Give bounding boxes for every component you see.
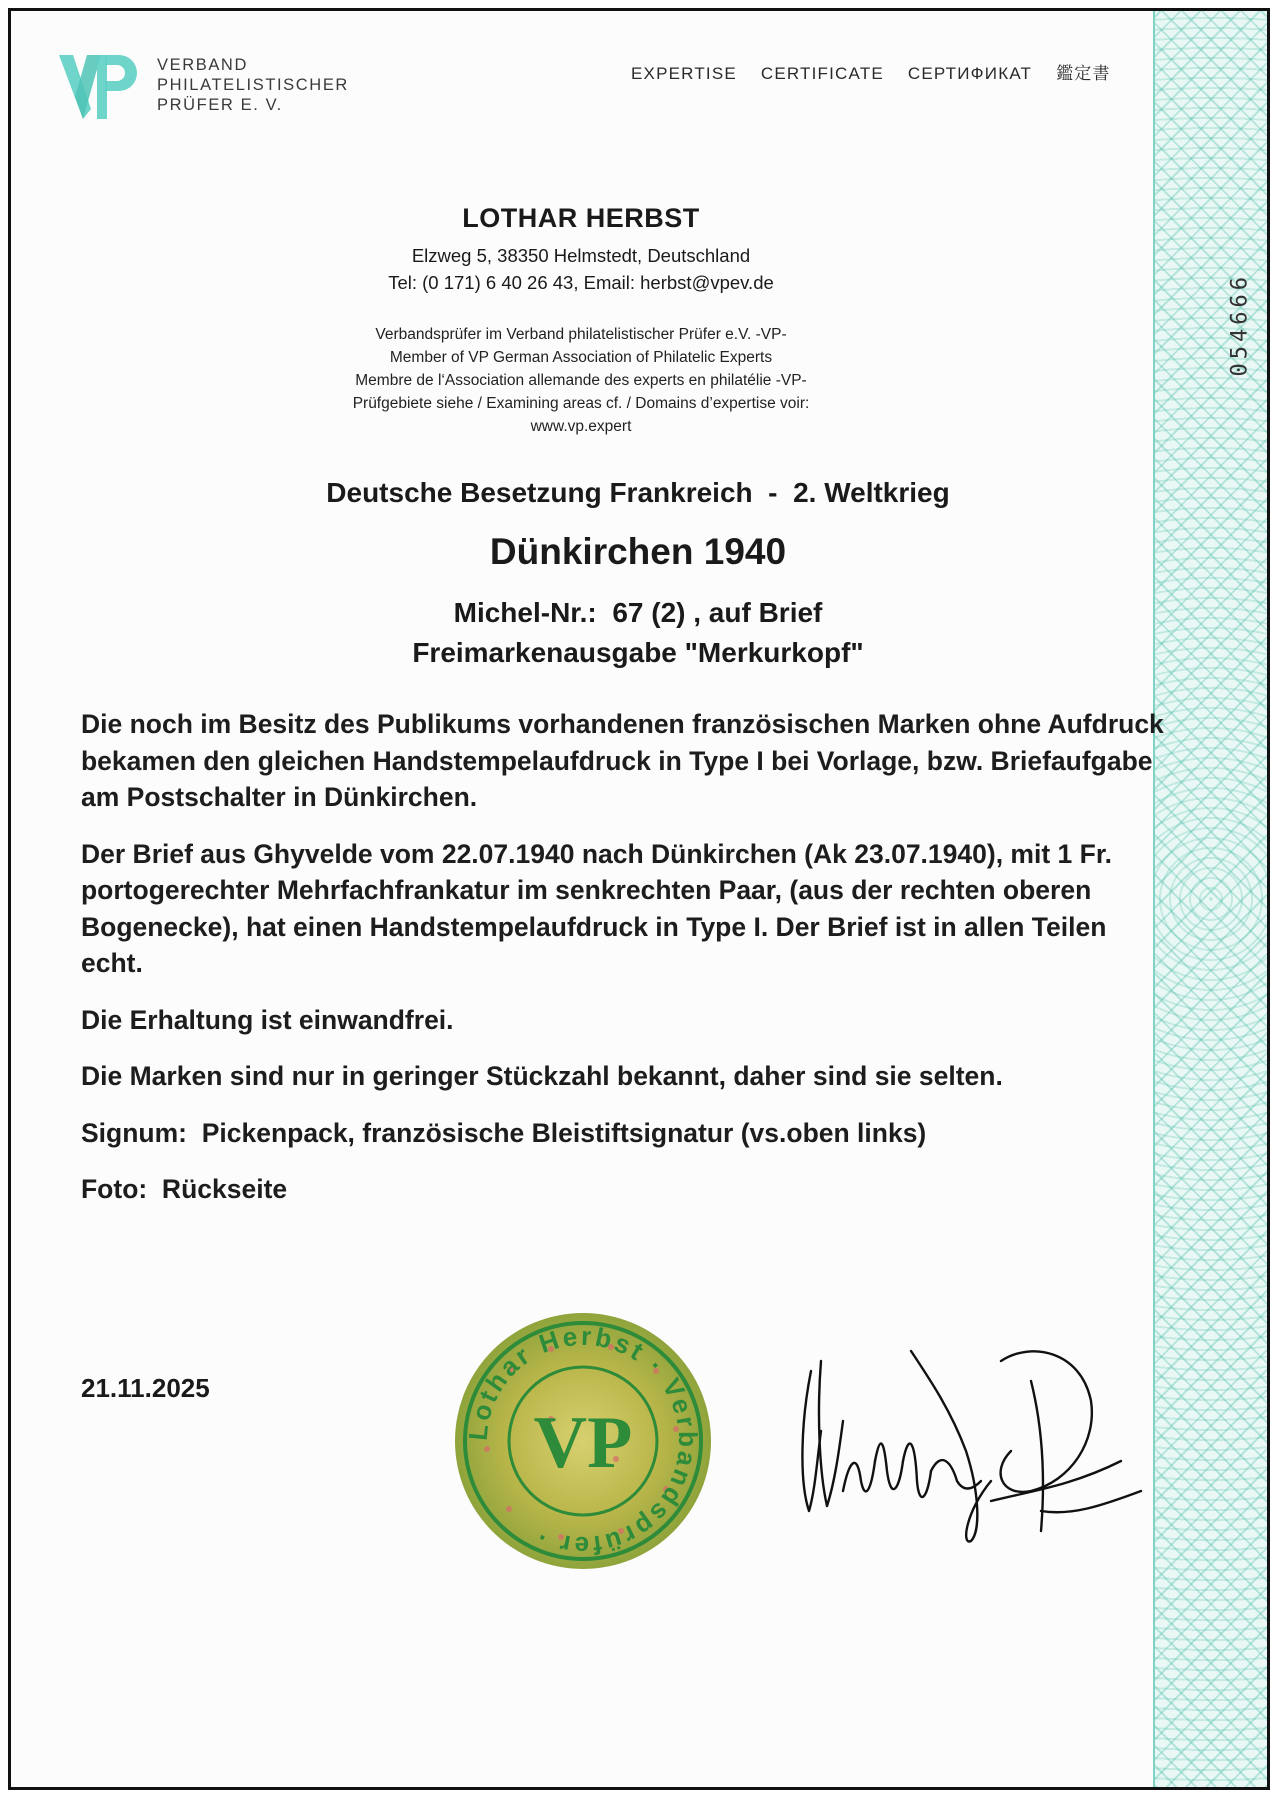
seal-ring-text: Lothar Herbst · Verbandsprüfer · [462, 1320, 704, 1562]
hologram-seal [451, 1309, 715, 1573]
photo-line: Foto: Rückseite [81, 1174, 288, 1204]
series-name: Freimarkenausgabe "Merkurkopf" [412, 637, 864, 668]
membership-website: www.vp.expert [530, 418, 632, 435]
seal-center-mark: VP [533, 1402, 633, 1484]
body-paragraph: Die Marken sind nur in geringer Stückzahl bekannt, daher sind sie selten. [81, 1061, 1003, 1091]
body-paragraph: Die noch im Besitz des Publikums vorhandenen französischen Marken ohne Aufdruck bekamen den gleichen Handstempelaufdruck in Type I bei Vorlage, bzw. Briefaufgabe am Postschalter in Dünkirchen. [81, 709, 1164, 812]
collecting-area: Deutsche Besetzung Frankreich - 2. Weltkrieg [326, 477, 950, 508]
certificate-body [81, 706, 1171, 1228]
membership-line: Member of VP German Association of Philatelic Experts [389, 349, 773, 366]
body-paragraph: Die Erhaltung ist einwandfrei. [81, 1004, 454, 1035]
issue-title: Dünkirchen 1940 [489, 531, 787, 572]
label-certificate-ru: СЕРТИФИКАТ [907, 64, 1033, 83]
org-name-line-1: VERBAND [157, 56, 248, 74]
michel-number: Michel-Nr.: 67 (2) , auf Brief [453, 597, 823, 628]
membership-line: Membre de l‘Association allemande des experts en philatélie -VP- [355, 372, 807, 389]
membership-line: Prüfgebiete siehe / Examining areas cf. / Domains d’expertise voir: [352, 395, 810, 412]
membership-block [11, 323, 1151, 438]
handwritten-signature [791, 1341, 1151, 1551]
expert-contact: Tel: (0 171) 6 40 26 43, Email: herbst@vpev.de [388, 272, 774, 293]
org-name [157, 55, 349, 115]
serial-number: 054666 [1227, 273, 1252, 377]
label-certificate: CERTIFICATE [760, 64, 884, 83]
certificate-page [8, 8, 1270, 1790]
certificate-labels [631, 59, 1129, 84]
org-name-line-3: PRÜFER E. V. [157, 96, 283, 114]
certificate-date: 21.11.2025 [81, 1373, 210, 1403]
vp-logo [57, 51, 349, 123]
expert-name: LOTHAR HERBST [462, 203, 700, 233]
label-certificate-jp: 鑑定書 [1056, 64, 1111, 83]
subject-titles [11, 477, 1265, 673]
signum-line: Signum: Pickenpack, französische Bleistiftsignatur (vs.oben links) [81, 1117, 927, 1148]
expert-block [11, 203, 1151, 296]
expert-address: Elzweg 5, 38350 Helmstedt, Deutschland [411, 245, 751, 266]
body-paragraph: Der Brief aus Ghyvelde vom 22.07.1940 nach Dünkirchen (Ak 23.07.1940), mit 1 Fr. portogerechter Mehrfachfrankatur im senkrechten Paar, (aus der rechten oberen Bogenecke), hat einen Handstempelaufdruck in Type I. Der Brief ist in allen Teilen echt. [81, 838, 1113, 978]
org-name-line-2: PHILATELISTISCHER [157, 76, 349, 94]
label-expertise: EXPERTISE [631, 64, 737, 83]
vp-logo-mark [57, 51, 143, 123]
membership-line: Verbandsprüfer im Verband philatelistischer Prüfer e.V. -VP- [375, 326, 787, 343]
